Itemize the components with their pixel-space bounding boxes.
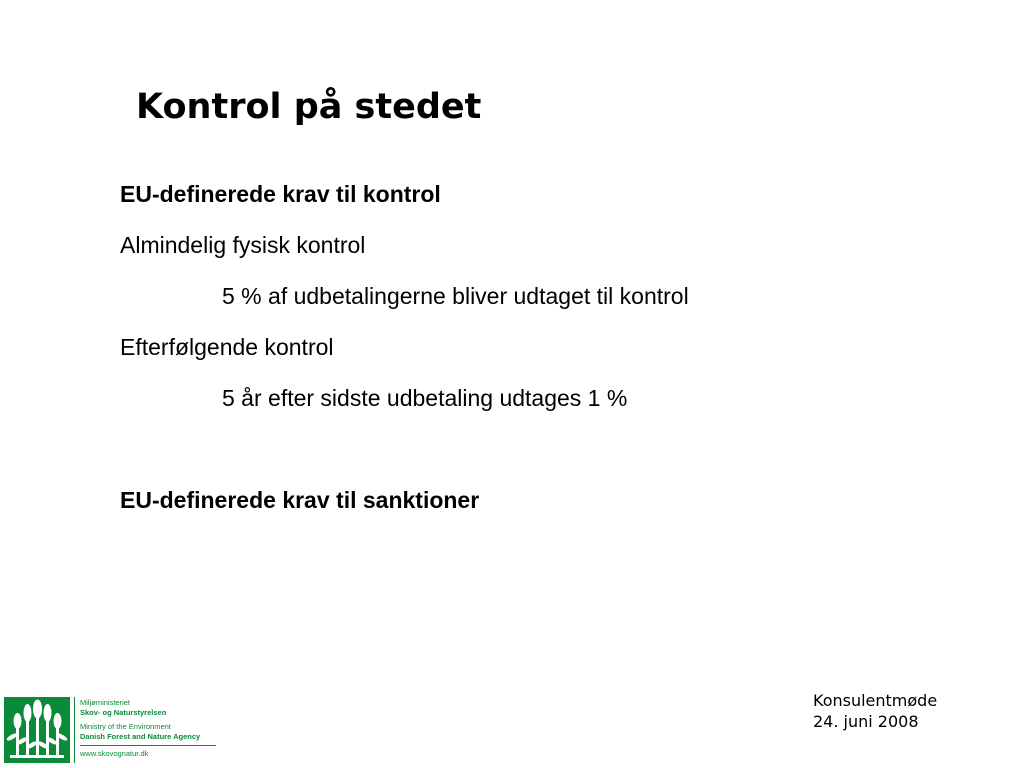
logo-ministry-en: Ministry of the Environment [80,722,171,731]
heading-sanction-requirements: EU-definerede krav til sanktioner [120,487,480,513]
slide-body [120,180,980,537]
logo-text [80,698,216,759]
slide-title: Kontrol på stedet [136,87,482,127]
sub-bullet-five-years-one-percent: 5 år efter sidste udbetaling udtages 1 % [222,385,628,411]
wheat-tree-icon [4,697,70,763]
footer-event-date: 24. juni 2008 [813,712,919,731]
logo-agency-da: Skov- og Naturstyrelsen [80,708,167,717]
footer-event-info [813,690,937,732]
logo-rule [80,745,216,746]
logo-agency-en: Danish Forest and Nature Agency [80,732,201,741]
sub-bullet-five-percent-payments: 5 % af udbetalingerne bliver udtaget til kontrol [222,283,689,309]
logo-ministry-da: Miljøministeriet [80,698,131,707]
agency-logo [4,697,224,765]
logo-website: www.skovognatur.dk [80,749,149,758]
logo-divider [74,697,75,763]
bullet-physical-control: Almindelig fysisk kontrol [120,232,366,258]
footer-event-name: Konsulentmøde [813,691,938,710]
heading-control-requirements: EU-definerede krav til kontrol [120,181,441,207]
spacer [120,435,980,486]
bullet-follow-up-control: Efterfølgende kontrol [120,334,334,360]
